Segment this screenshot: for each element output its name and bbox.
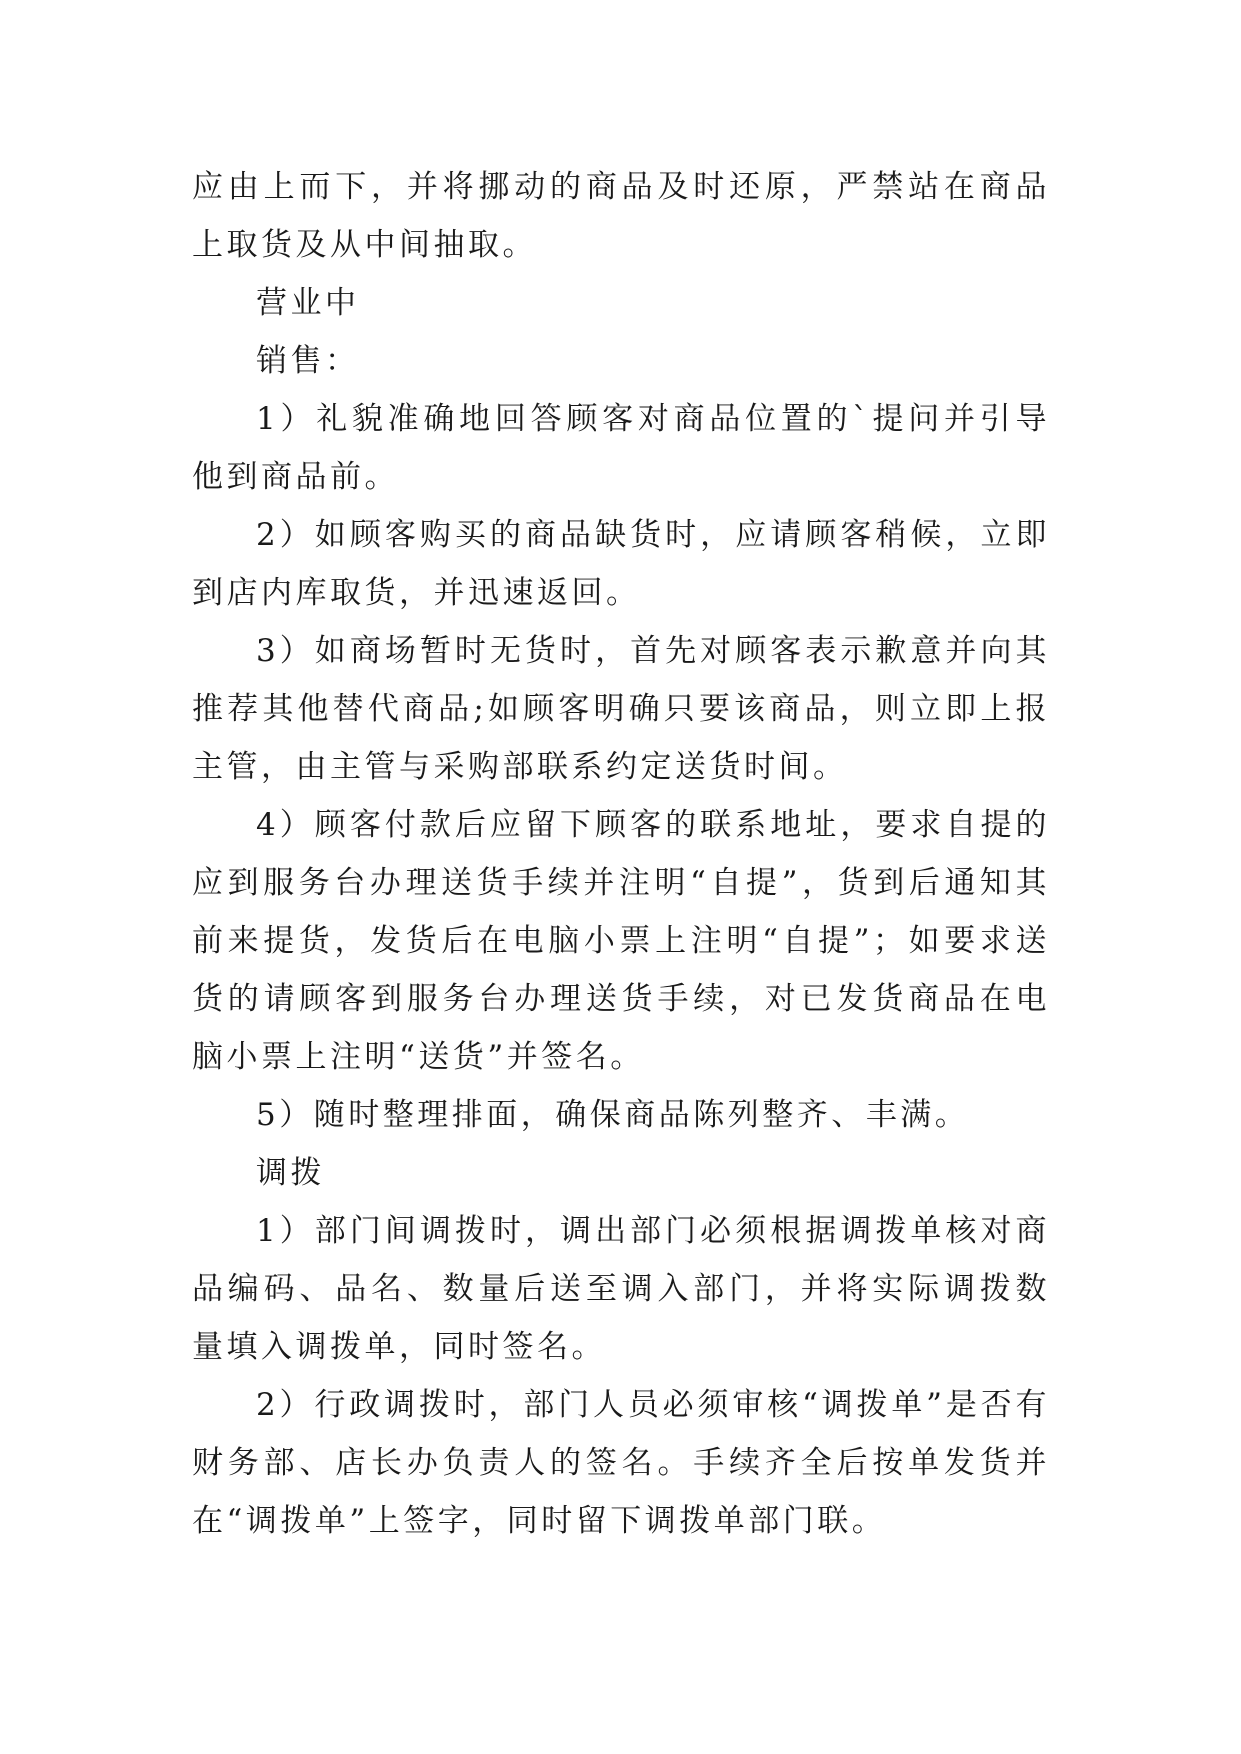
heading-business-hours: 营业中 (256, 285, 360, 321)
paragraph-sales-2: 2）如顾客购买的商品缺货时，应请顾客稍候，立即到店内库取货，并迅速返回。 (192, 517, 1050, 611)
paragraph-sales-1: 1）礼貌准确地回答顾客对商品位置的`提问并引导他到商品前。 (192, 401, 1050, 495)
paragraph-sales-3: 3）如商场暂时无货时，首先对顾客表示歉意并向其推荐其他替代商品;如顾客明确只要该商品，则立即上报主管，由主管与采购部联系约定送货时间。 (192, 633, 1050, 785)
heading-sales: 销售： (256, 343, 360, 379)
paragraph-sales-5: 5）随时整理排面，确保商品陈列整齐、丰满。 (256, 1097, 970, 1133)
heading-transfer: 调拨 (256, 1155, 325, 1191)
paragraph-transfer-1: 1）部门间调拨时，调出部门必须根据调拨单核对商品编码、品名、数量后送至调入部门，并将实际调拨数量填入调拨单，同时签名。 (192, 1213, 1050, 1365)
paragraph-sales-4: 4）顾客付款后应留下顾客的联系地址，要求自提的应到服务台办理送货手续并注明“自提”，货到后通知其前来提货，发货后在电脑小票上注明“自提”；如要求送货的请顾客到服务台办理送货手续，对已发货商品在电脑小票上注明“送货”并签名。 (192, 807, 1050, 1075)
paragraph-transfer-2: 2）行政调拨时，部门人员必须审核“调拨单”是否有财务部、店长办负责人的签名。手续齐全后按单发货并在“调拨单”上签字，同时留下调拨单部门联。 (192, 1387, 1050, 1539)
paragraph-continuation: 应由上而下，并将挪动的商品及时还原，严禁站在商品上取货及从中间抽取。 (192, 169, 1050, 263)
document-page (192, 158, 1050, 1550)
